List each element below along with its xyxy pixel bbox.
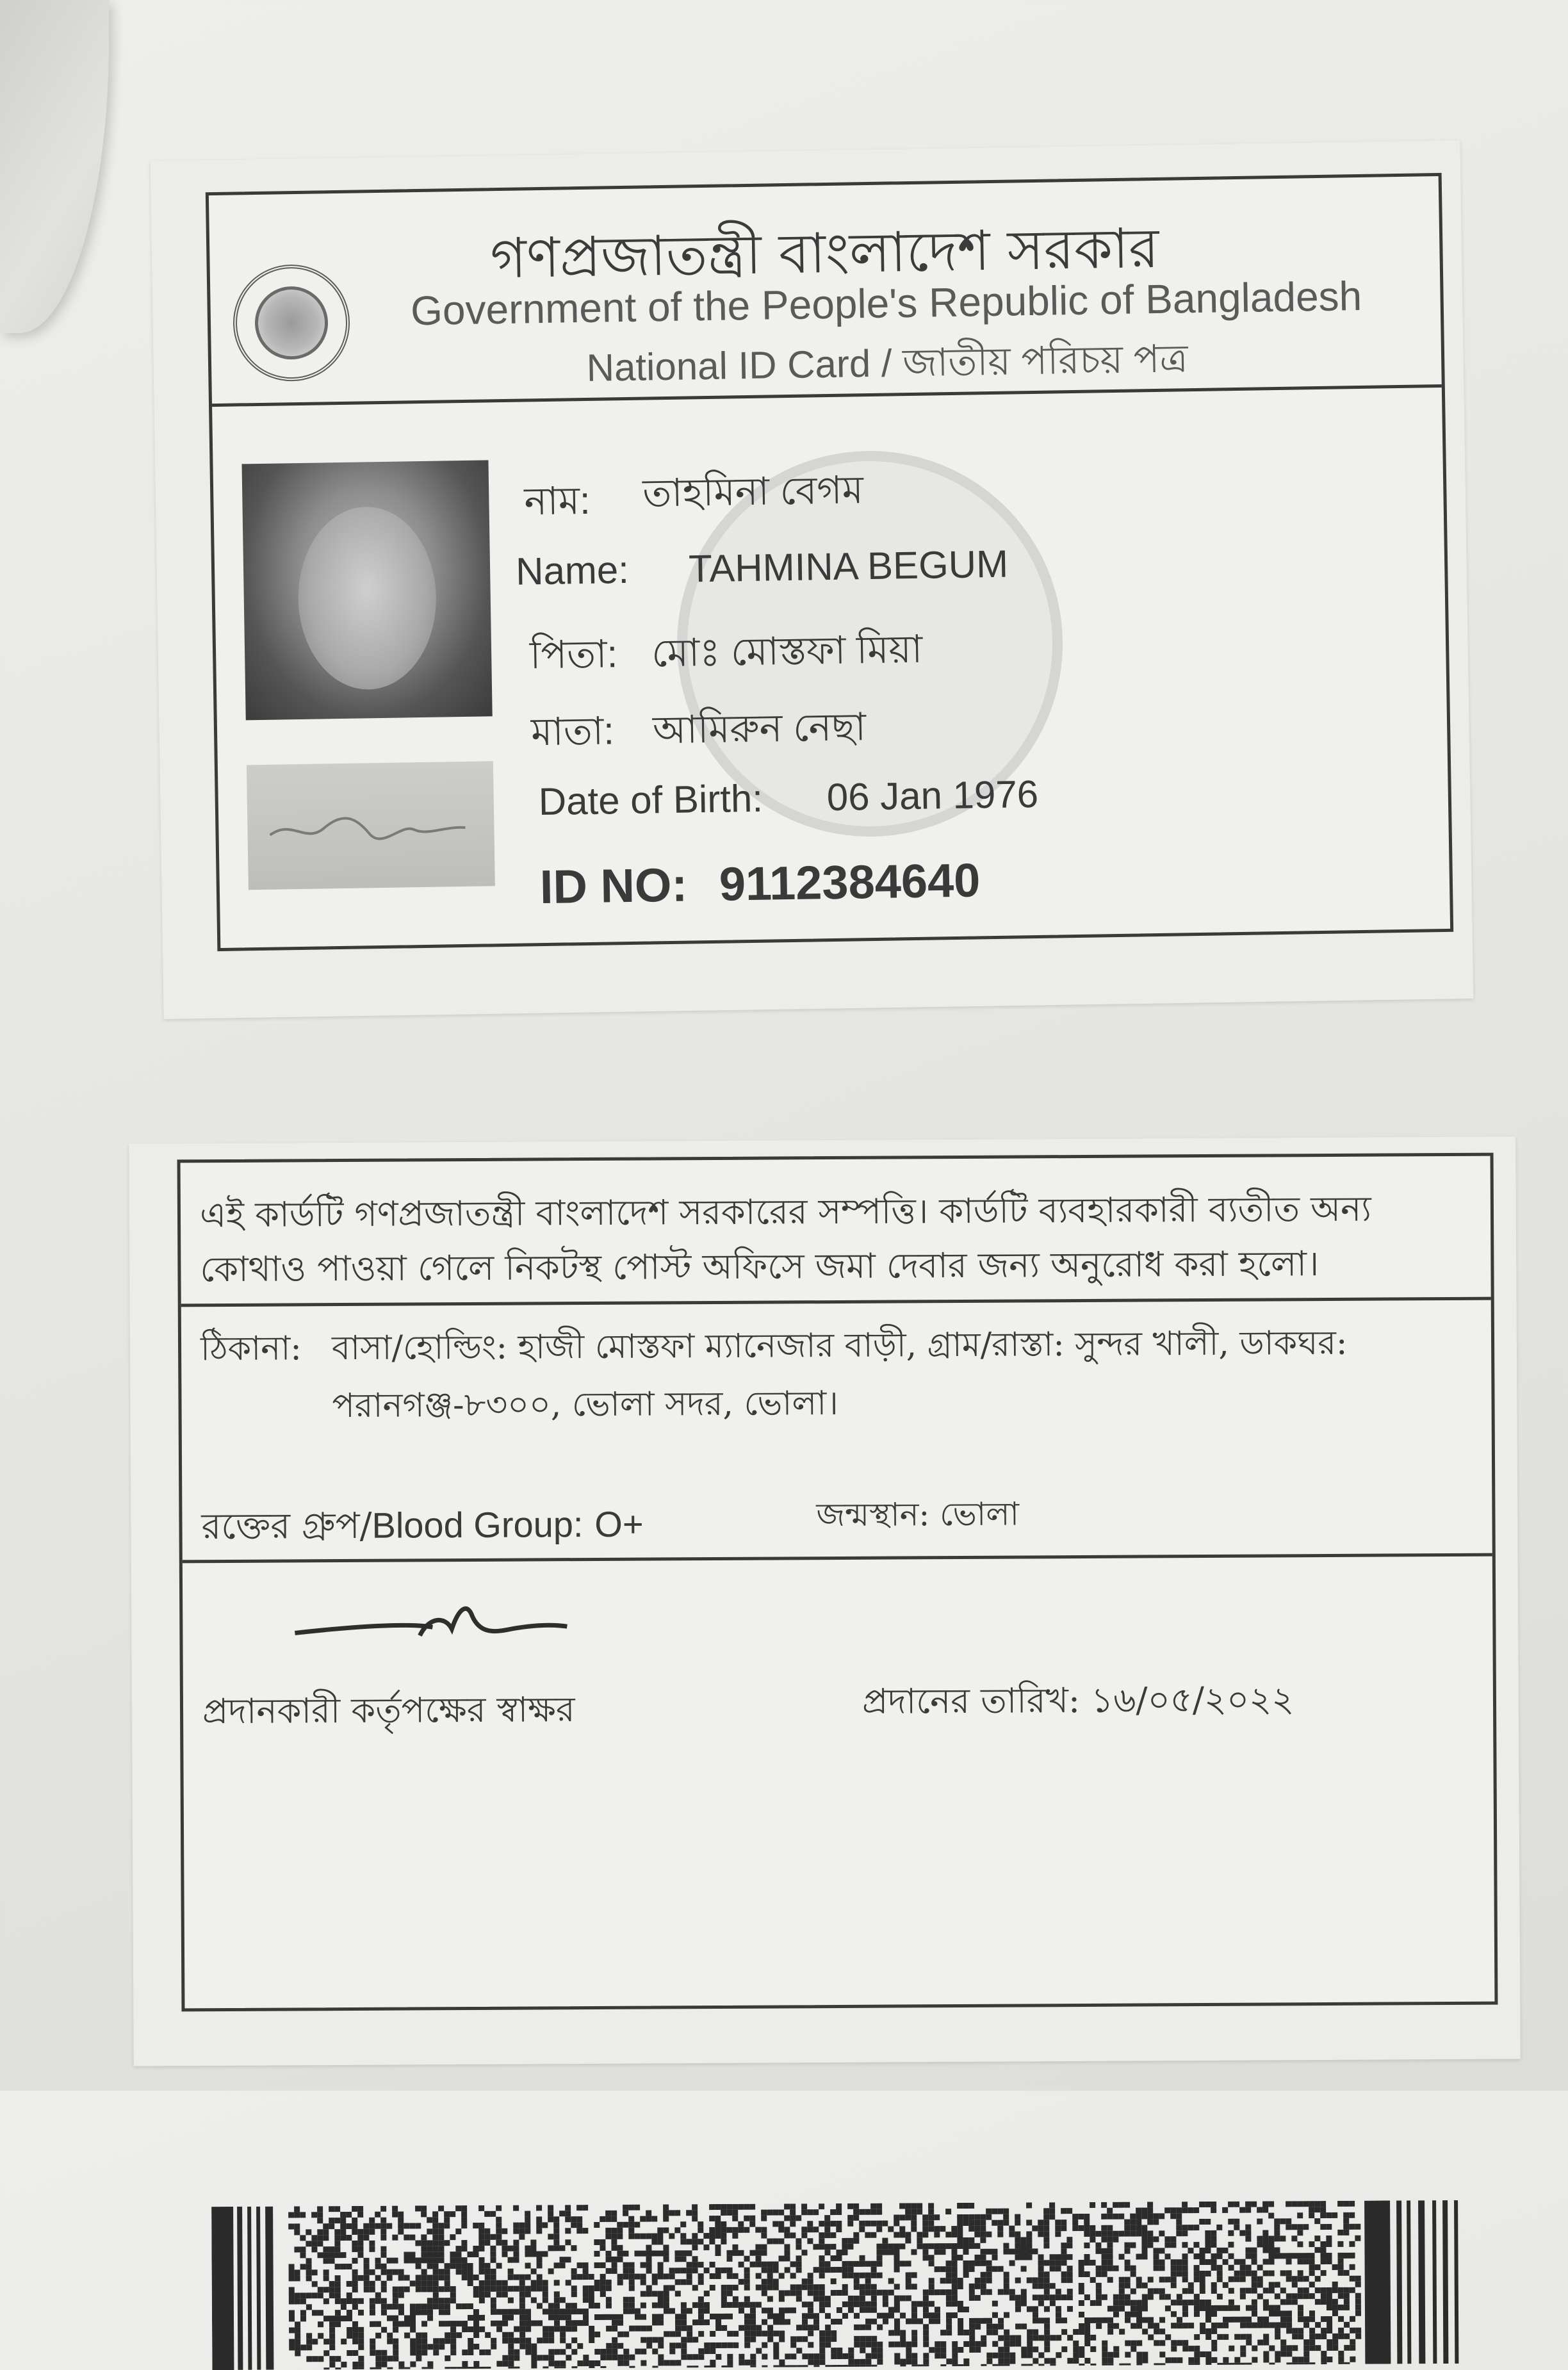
dob-label: Date of Birth:	[538, 776, 764, 824]
blood-group-field	[201, 1497, 644, 1560]
father-label: পিতা:	[529, 632, 618, 677]
father-value: মোঃ মোস্তফা মিয়া	[651, 627, 923, 675]
nid-card-front	[206, 173, 1453, 951]
photo-face	[297, 506, 437, 691]
blood-group-label-bn: রক্তের গ্রুপ/	[201, 1505, 372, 1548]
name-en-value: TAHMINA BEGUM	[688, 542, 1009, 591]
mother-label: মাতা:	[530, 709, 615, 754]
nid-card-back	[177, 1153, 1498, 2012]
dob-value: 06 Jan 1976	[826, 772, 1039, 819]
holder-signature-icon	[266, 797, 472, 858]
name-en-label: Name:	[515, 548, 630, 593]
birthplace-label: জন্মস্থান:	[816, 1496, 930, 1534]
issuer-section	[183, 1553, 1495, 2009]
notice-section	[181, 1156, 1491, 1307]
blood-group-label-en: Blood Group:	[372, 1504, 584, 1546]
birthplace-value: ভোলা	[940, 1495, 1020, 1533]
issue-date-label: প্রদানের তারিখ:	[862, 1680, 1081, 1722]
header-bangla: গণপ্রজাতন্ত্রী বাংলাদেশ সরকার	[489, 216, 1160, 291]
birthplace-field	[816, 1491, 1019, 1545]
notice-line-1: এই কার্ডটি গণপ্রজাতন্ত্রী বাংলাদেশ সরকারের সম্পত্তি। কার্ডটি ব্যবহারকারী ব্যতীত অন্য	[199, 1188, 1372, 1236]
address-line-1: বাসা/হোল্ডিং: হাজী মোস্তফা ম্যানেজার বাড়ী, গ্রাম/রাস্তা: সুন্দর খালী, ডাকঘর:	[331, 1323, 1348, 1368]
header-english: Government of the People's Republic of Bangladesh	[410, 272, 1362, 334]
issue-date-value: ১৬/০৫/২০২২	[1091, 1679, 1294, 1720]
address-line-2: পরানগঞ্জ-৮৩০০, ভোলা সদর, ভোলা।	[332, 1384, 838, 1426]
card-header	[209, 176, 1442, 407]
id-number: 9112384640	[719, 853, 981, 911]
card-title: National ID Card / জাতীয় পরিচয় পত্র	[586, 337, 1189, 389]
signature-caption: প্রদানকারী কর্তৃপক্ষের স্বাক্ষর	[202, 1689, 575, 1732]
holder-photo	[241, 460, 492, 720]
pdf417-barcode-icon	[211, 2200, 1464, 2370]
name-bn-label: নাম:	[523, 478, 591, 523]
address-section	[181, 1297, 1492, 1564]
issuer-signature-icon	[291, 1587, 580, 1665]
holder-signature-box	[247, 761, 495, 890]
address-label: ঠিকানা:	[200, 1329, 302, 1369]
issue-date-field	[862, 1672, 1294, 1733]
mother-value: আমিরুন নেছা	[652, 705, 867, 752]
notice-line-2: কোথাও পাওয়া গেলে নিকটস্থ পোস্ট অফিসে জমা দেবার জন্য অনুরোধ করা হলো।	[200, 1243, 1319, 1290]
id-label: ID NO:	[539, 858, 688, 914]
blood-group-value: O+	[594, 1503, 644, 1544]
name-bn-value: তাহমিনা বেগম	[642, 468, 864, 515]
folded-paper-corner	[0, 0, 109, 333]
